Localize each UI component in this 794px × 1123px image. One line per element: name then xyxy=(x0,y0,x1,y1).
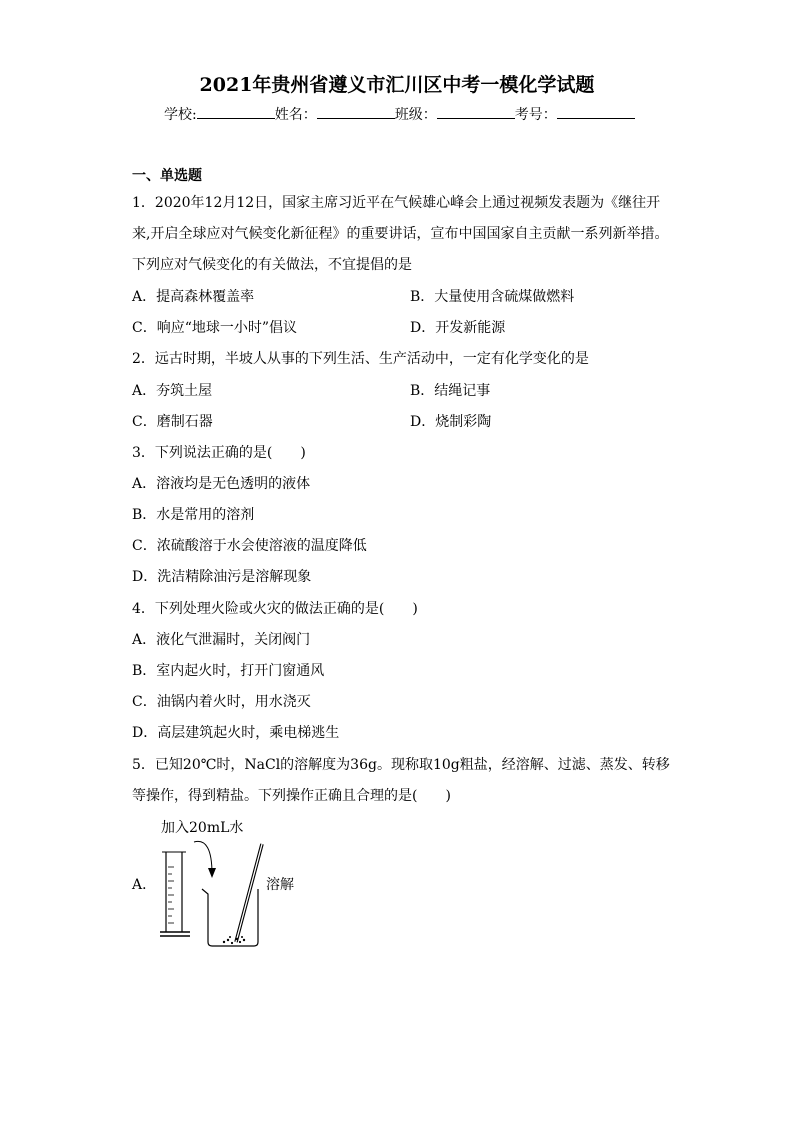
question-5-line-2: 等操作，得到精盐。下列操作正确且合理的是( ) xyxy=(132,788,451,804)
question-4-option-c: C．油锅内着火时，用水浇灭 xyxy=(132,694,311,710)
class-label: 班级： xyxy=(394,107,437,123)
question-5-figure-a xyxy=(132,812,332,952)
graduated-cylinder-icon xyxy=(160,852,190,936)
question-1-option-d: D．开发新能源 xyxy=(410,320,506,336)
salt-particles-icon xyxy=(223,936,245,944)
question-3-line-1: 3．下列说法正确的是( ) xyxy=(132,445,306,461)
pour-arrow-icon xyxy=(194,841,216,878)
question-3-option-b: B．水是常用的溶剂 xyxy=(132,507,255,523)
question-2-line-1: 2．远古时期，半坡人从事的下列生活、生产活动中，一定有化学变化的是 xyxy=(132,351,589,367)
question-2-option-a: A．夯筑土屋 xyxy=(132,383,213,399)
school-label: 学校: xyxy=(164,107,197,123)
question-3-option-d: D．洗洁精除油污是溶解现象 xyxy=(132,569,312,585)
student-info-line xyxy=(164,104,635,124)
question-3-option-a: A．溶液均是无色透明的液体 xyxy=(132,476,311,492)
figure-side-caption: 溶解 xyxy=(266,877,294,893)
question-1-line-3: 下列应对气候变化的有关做法，不宜提倡的是 xyxy=(132,257,412,273)
question-1-option-a: A．提高森林覆盖率 xyxy=(132,289,255,305)
school-blank xyxy=(197,106,275,119)
question-1-line-2: 来,开启全球应对气候变化新征程》的重要讲话，宣布中国国家自主贡献一系列新举措。 xyxy=(132,226,669,242)
class-blank xyxy=(437,106,515,119)
question-1-option-b: B．大量使用含硫煤做燃料 xyxy=(410,289,575,305)
figure-option-label: A． xyxy=(132,877,157,893)
question-2-option-d: D．烧制彩陶 xyxy=(410,414,492,430)
name-blank xyxy=(317,106,395,119)
question-3-option-c: C．浓硫酸溶于水会使溶液的温度降低 xyxy=(132,538,367,554)
dissolution-diagram xyxy=(132,812,332,952)
question-4-option-b: B．室内起火时，打开门窗通风 xyxy=(132,663,325,679)
question-4-option-d: D．高层建筑起火时，乘电梯逃生 xyxy=(132,725,340,741)
question-4-option-a: A．液化气泄漏时，关闭阀门 xyxy=(132,632,311,648)
exam-number-blank xyxy=(557,106,635,119)
question-2-option-c: C．磨制石器 xyxy=(132,414,213,430)
section-title: 一、单选题 xyxy=(132,168,202,184)
question-1-option-c: C．响应“地球一小时”倡议 xyxy=(132,320,298,336)
exam-number-label: 考号： xyxy=(514,107,557,123)
figure-top-caption: 加入20mL水 xyxy=(161,820,244,836)
name-label: 姓名： xyxy=(274,107,317,123)
question-4-line-1: 4．下列处理火险或火灾的做法正确的是( ) xyxy=(132,601,418,617)
question-5-line-1: 5．已知20℃时，NaCl的溶解度为36g。现称取10g粗盐，经溶解、过滤、蒸发、转移 xyxy=(132,757,670,773)
question-1-line-1: 1．2020年12月12日，国家主席习近平在气候雄心峰会上通过视频发表题为《继往开 xyxy=(132,195,661,211)
question-2-option-b: B．结绳记事 xyxy=(410,383,491,399)
exam-title: 2021年贵州省遵义市汇川区中考一模化学试题 xyxy=(199,74,595,96)
